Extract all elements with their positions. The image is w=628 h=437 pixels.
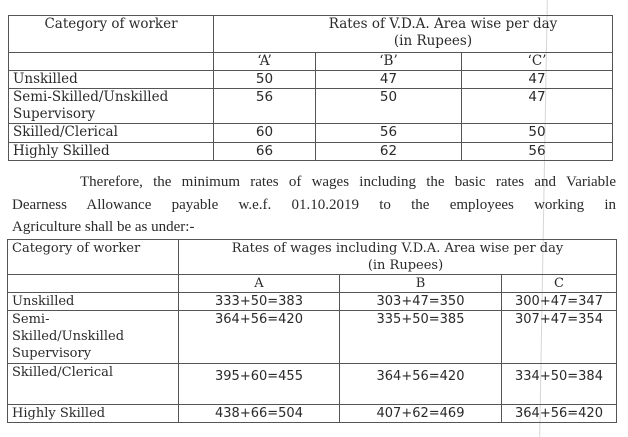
wage-c-cell: 307+47=354	[502, 311, 617, 364]
wage-b-cell: 364+56=420	[340, 364, 502, 405]
vda-rates-table	[8, 15, 613, 161]
vda-header-category	[9, 16, 214, 53]
rate-c-cell: 47	[462, 89, 613, 124]
vda-header-rates-line2: (in Rupees)	[393, 33, 473, 49]
category-line: Semi-	[12, 312, 50, 327]
table-row	[8, 405, 617, 423]
category-cell: Skilled/Clerical	[8, 364, 179, 405]
table-row	[8, 311, 617, 364]
header-category-text: Category of worker	[44, 16, 178, 32]
rate-b-cell: 50	[316, 89, 462, 124]
wage-a-cell: 395+60=455	[179, 364, 340, 405]
wage-c-cell: 334+50=384	[502, 364, 617, 405]
vda-header-rates-line1: Rates of V.D.A. Area wise per day	[328, 16, 558, 32]
wages-header-rates-line2: (in Rupees)	[367, 258, 444, 273]
category-line: Supervisory	[13, 106, 96, 122]
rate-c-cell: 47	[462, 71, 613, 89]
rate-c-cell: 56	[462, 143, 613, 161]
rate-a-cell: 50	[214, 71, 316, 89]
vda-area-b: ‘B’	[316, 53, 462, 71]
wages-area-row	[8, 275, 617, 293]
wage-b-cell: 303+47=350	[340, 293, 502, 311]
category-cell: Skilled/Clerical	[9, 124, 214, 143]
vda-area-a: ‘A’	[214, 53, 316, 71]
paragraph-line-1: Therefore, the minimum rates of wages including the basic rates and Variable	[80, 174, 616, 190]
wages-header-row	[8, 240, 617, 275]
category-cell: Unskilled	[9, 71, 214, 89]
category-line: Skilled/Unskilled	[12, 329, 125, 344]
category-cell: Highly Skilled	[8, 405, 179, 423]
table-row	[9, 71, 613, 89]
rate-b-cell: 47	[316, 71, 462, 89]
explanation-paragraph	[12, 171, 616, 239]
wages-header-category	[8, 240, 179, 275]
rate-a-cell: 66	[214, 143, 316, 161]
table-row	[9, 89, 613, 124]
rate-b-cell: 62	[316, 143, 462, 161]
wage-c-cell: 300+47=347	[502, 293, 617, 311]
wages-rates-table	[7, 239, 617, 423]
header-category-text: Category of worker	[12, 241, 141, 256]
wages-header-rates-line1: Rates of wages including V.D.A. Area wise per day	[231, 241, 564, 256]
wage-b-cell: 407+62=469	[340, 405, 502, 423]
category-cell	[8, 311, 179, 364]
rate-a-cell: 56	[214, 89, 316, 124]
wage-b-cell: 335+50=385	[340, 311, 502, 364]
wages-area-b: B	[340, 275, 502, 293]
table-row	[9, 124, 613, 143]
wages-area-blank	[8, 275, 179, 293]
vda-header-row	[9, 16, 613, 53]
category-cell: Unskilled	[8, 293, 179, 311]
vda-area-row	[9, 53, 613, 71]
wage-c-cell: 364+56=420	[502, 405, 617, 423]
wage-a-cell: 333+50=383	[179, 293, 340, 311]
rate-b-cell: 56	[316, 124, 462, 143]
vda-header-rates	[214, 16, 613, 53]
wages-area-a: A	[179, 275, 340, 293]
wage-a-cell: 438+66=504	[179, 405, 340, 423]
table-row	[9, 143, 613, 161]
paragraph-line-3: Agriculture shall be as under:-	[12, 219, 195, 235]
vda-area-blank	[9, 53, 214, 71]
table-row	[8, 364, 617, 405]
category-cell	[9, 89, 214, 124]
table-row	[8, 293, 617, 311]
rate-c-cell: 50	[462, 124, 613, 143]
category-line: Semi-Skilled/Unskilled	[13, 89, 169, 105]
paragraph-line-2: Dearness Allowance payable w.e.f. 01.10.2019 to the employees working in	[12, 196, 616, 213]
rate-a-cell: 60	[214, 124, 316, 143]
wages-header-rates	[179, 240, 617, 275]
wages-area-c: C	[502, 275, 617, 293]
category-line: Supervisory	[12, 346, 92, 361]
vda-area-c: ‘C’	[462, 53, 613, 71]
category-cell: Highly Skilled	[9, 143, 214, 161]
wage-a-cell: 364+56=420	[179, 311, 340, 364]
